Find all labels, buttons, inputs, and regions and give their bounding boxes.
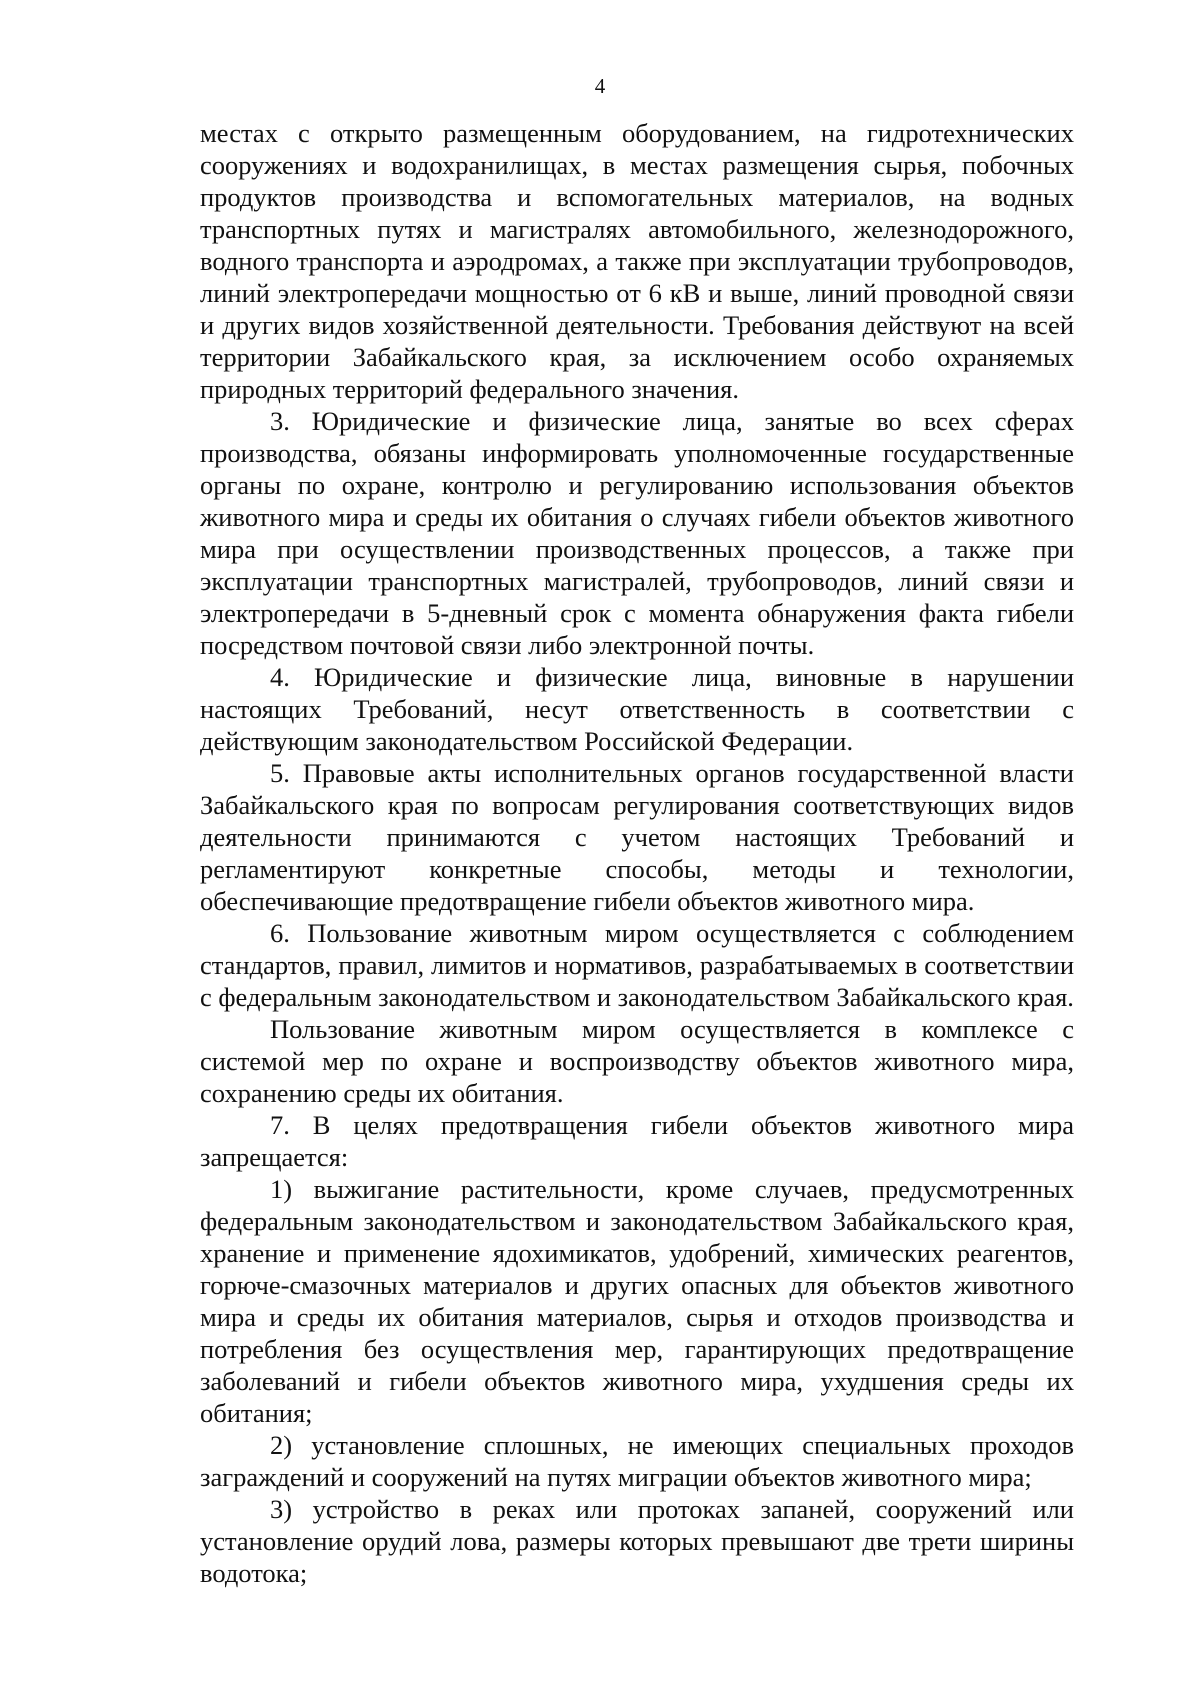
paragraph-item-6: 6. Пользование животным миром осуществляется с соблюдением стандартов, правил, лимитов и нормативов, разрабатываемых в соответствии с федеральным законодательством и законодательством Забайкальского края.	[200, 918, 1074, 1012]
page-number: 4	[594, 74, 606, 98]
paragraph-item-5: 5. Правовые акты исполнительных органов государственной власти Забайкальского края по вопросам регулирования соответствующих видов деятельности принимаются с учетом настоящих Требований и регламентируют конкретные способы, методы и технологии, обеспечивающие предотвращение гибели объектов животного мира.	[200, 758, 1074, 916]
subitem-3: 3) устройство в реках или протоках запаней, сооружений или установление орудий лова, размеры которых превышают две трети ширины водотока;	[200, 1494, 1074, 1588]
subitem-2: 2) установление сплошных, не имеющих специальных проходов заграждений и сооружений на путях миграции объектов животного мира;	[200, 1430, 1074, 1492]
paragraph-item-4: 4. Юридические и физические лица, виновные в нарушении настоящих Требований, несут ответственность в соответствии с действующим законодательством Российской Федерации.	[200, 662, 1074, 756]
paragraph-item-6-continued: Пользование животным миром осуществляется в комплексе с системой мер по охране и воспроизводству объектов животного мира, сохранению среды их обитания.	[200, 1014, 1074, 1108]
paragraph-continuation: местах с открыто размещенным оборудованием, на гидротехнических сооружениях и водохранилищах, в местах размещения сырья, побочных продуктов производства и вспомогательных материалов, на водных транспортных путях и магистралях автомобильного, железнодорожного, водного транспорта и аэродромах, а также при эксплуатации трубопроводов, линий электропередачи мощностью от 6 кВ и выше, линий проводной связи и других видов хозяйственной деятельности. Требования действуют на всей территории Забайкальского края, за исключением особо охраняемых природных территорий федерального значения.	[200, 118, 1074, 404]
paragraph-item-3: 3. Юридические и физические лица, занятые во всех сферах производства, обязаны информировать уполномоченные государственные органы по охране, контролю и регулированию использования объектов животного мира и среды их обитания о случаях гибели объектов животного мира при осуществлении производственных процессов, а также при эксплуатации транспортных магистралей, трубопроводов, линий связи и электропередачи в 5-дневный срок с момента обнаружения факта гибели посредством почтовой связи либо электронной почты.	[200, 406, 1074, 660]
subitem-1: 1) выжигание растительности, кроме случаев, предусмотренных федеральным законодательством и законодательством Забайкальского края, хранение и применение ядохимикатов, удобрений, химических реагентов, горюче-смазочных материалов и других опасных для объектов животного мира и среды их обитания материалов, сырья и отходов производства и потребления без осуществления мер, гарантирующих предотвращение заболеваний и гибели объектов животного мира, ухудшения среды их обитания;	[200, 1174, 1074, 1428]
document-body	[200, 117, 1074, 1589]
paragraph-item-7: 7. В целях предотвращения гибели объектов животного мира запрещается:	[200, 1110, 1074, 1172]
